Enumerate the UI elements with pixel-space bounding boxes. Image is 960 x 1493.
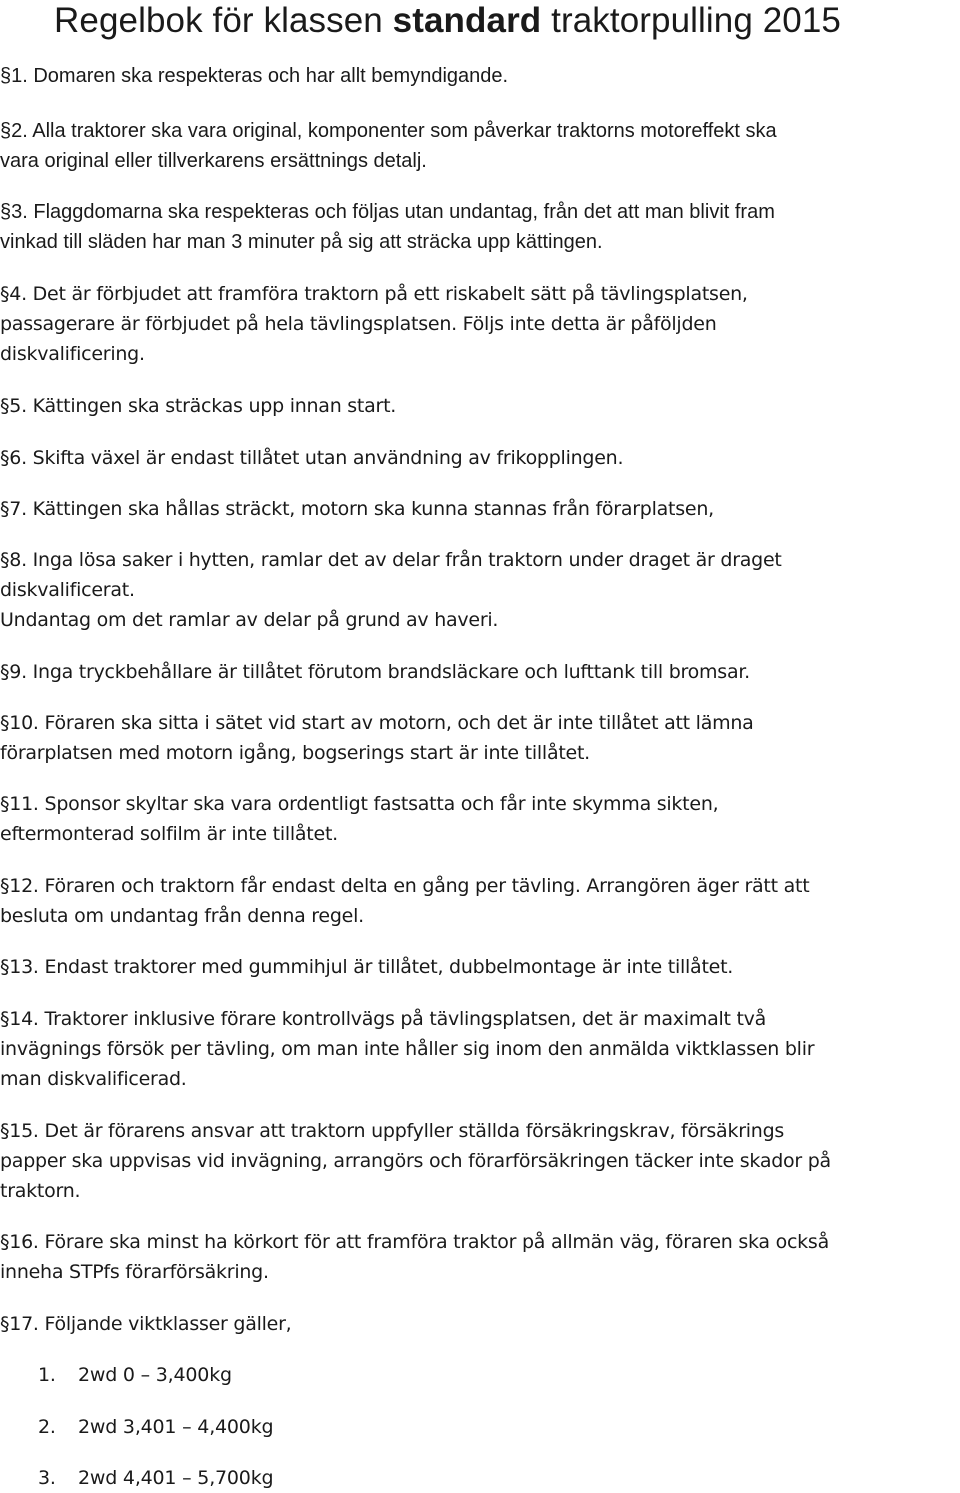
rule-line: traktorn. [0,1180,81,1202]
rule-line: papper ska uppvisas vid invägning, arrangörs och förarförsäkringen täcker inte skador på [0,1150,831,1172]
rule-paragraph-12 [0,871,960,931]
rule-line: besluta om undantag från denna regel. [0,905,364,927]
rule-line: diskvalificering. [0,343,145,365]
rule-line: diskvalificerat. [0,579,135,601]
rule-paragraph-5 [0,391,960,421]
rule-line: §2. Alla traktorer ska vara original, komponenter som påverkar traktorns motoreffekt ska [0,120,777,142]
rule-line: §13. Endast traktorer med gummihjul är tillåtet, dubbelmontage är inte tillåtet. [0,956,734,978]
rule-paragraph-14 [0,1004,960,1094]
rule-paragraph-9 [0,657,960,687]
rule-paragraph-8 [0,545,960,635]
rule-line: vara original eller tillverkarens ersättnings detalj. [0,150,427,172]
weight-class-text: 2wd 4,401 – 5,700kg [78,1467,274,1489]
rule-line: §12. Föraren och traktorn får endast delta en gång per tävling. Arrangören äger rätt att [0,875,810,897]
title-prefix: Regelbok för klassen [54,1,393,40]
weight-class-item [38,1360,232,1390]
rule-paragraph-10 [0,708,960,768]
rule-line: §14. Traktorer inklusive förare kontrollvägs på tävlingsplatsen, det är maximalt två [0,1008,767,1030]
list-number: 2. [38,1416,56,1438]
rule-paragraph-11 [0,789,960,849]
rule-line: §10. Föraren ska sitta i sätet vid start av motorn, och det är inte tillåtet att lämna [0,712,754,734]
weight-class-text: 2wd 3,401 – 4,400kg [78,1416,274,1438]
rule-paragraph-6 [0,443,960,473]
rule-paragraph-13 [0,952,960,982]
rule-line: §7. Kättingen ska hållas sträckt, motorn ska kunna stannas från förarplatsen, [0,498,714,520]
title-class-name: standard [392,1,542,40]
rule-line: §1. Domaren ska respekteras och har allt bemyndigande. [0,65,509,87]
rule-line: eftermonterad solfilm är inte tillåtet. [0,823,338,845]
rule-paragraph-16 [0,1227,960,1287]
rule-paragraph-15 [0,1116,960,1206]
list-number: 1. [38,1364,56,1386]
rule-line: Undantag om det ramlar av delar på grund av haveri. [0,609,499,631]
rule-line: passagerare är förbjudet på hela tävlingsplatsen. Följs inte detta är påföljden [0,313,717,335]
rule-line: inneha STPfs förarförsäkring. [0,1261,269,1283]
rule-line: §11. Sponsor skyltar ska vara ordentligt fastsatta och får inte skymma sikten, [0,793,719,815]
weight-class-item [38,1463,273,1493]
document-title [54,0,841,42]
rule-line: §15. Det är förarens ansvar att traktorn uppfyller ställda försäkringskrav, försäkrings [0,1120,785,1142]
rule-paragraph-7 [0,494,960,524]
rule-line: §8. Inga lösa saker i hytten, ramlar det av delar från traktorn under draget är draget [0,549,782,571]
rule-paragraph-3 [0,197,960,257]
rule-line: §5. Kättingen ska sträckas upp innan start. [0,395,397,417]
weight-class-text: 2wd 0 – 3,400kg [78,1364,232,1386]
rule-line: §3. Flaggdomarna ska respekteras och följas utan undantag, från det att man blivit fram [0,201,775,223]
rule-line: §17. Följande viktklasser gäller, [0,1313,292,1335]
list-number: 3. [38,1467,56,1489]
rule-paragraph-1 [0,61,960,91]
rule-line: förarplatsen med motorn igång, bogserings start är inte tillåtet. [0,742,590,764]
rule-paragraph-2 [0,116,960,176]
title-suffix: traktorpulling 2015 [541,1,841,40]
weight-class-item [38,1412,273,1442]
rule-paragraph-4 [0,279,960,369]
rule-line: man diskvalificerad. [0,1068,187,1090]
rule-line: vinkad till släden har man 3 minuter på sig att sträcka upp kättingen. [0,231,603,253]
rule-line: §9. Inga tryckbehållare är tillåtet förutom brandsläckare och lufttank till bromsar. [0,661,750,683]
rule-line: invägnings försök per tävling, om man inte håller sig inom den anmälda viktklassen blir [0,1038,815,1060]
rule-line: §6. Skifta växel är endast tillåtet utan användning av frikopplingen. [0,447,624,469]
rule-paragraph-17 [0,1309,960,1339]
rule-line: §16. Förare ska minst ha körkort för att framföra traktor på allmän väg, föraren ska också [0,1231,829,1253]
rule-line: §4. Det är förbjudet att framföra traktorn på ett riskabelt sätt på tävlingsplatsen, [0,283,748,305]
